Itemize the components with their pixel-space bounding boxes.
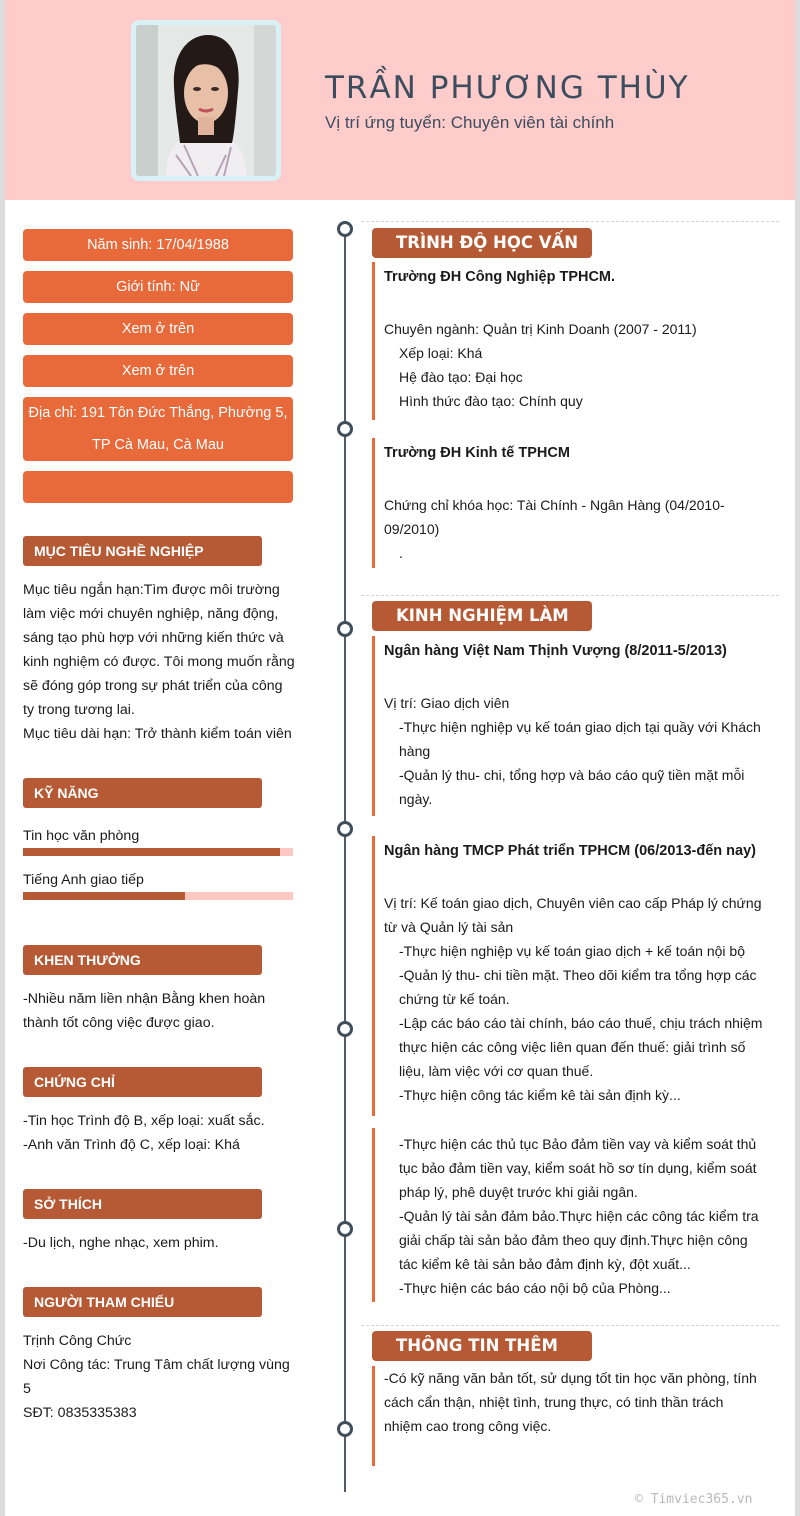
additional-info-title: THÔNG TIN THÊM [372,1331,592,1361]
job-duty: liệu, làm việc với cơ quan thuế. [399,1063,594,1079]
reference-line: Trịnh Công Chức [23,1333,132,1349]
objective-title: MỤC TIÊU NGHỀ NGHIỆP [23,536,262,566]
education-detail: Hình thức đào tạo: Chính quy [399,393,583,409]
job-duty: -Thực hiện nghiệp vụ kế toán giao dịch + kế toán nội bộ [399,943,745,959]
school-name: Trường ĐH Kinh tế TPHCM [384,445,570,461]
school-name: Trường ĐH Công Nghiệp TPHCM. [384,269,616,285]
job-duty: thực hiện các công việc liên quan đến thuế: giải trình số [399,1039,746,1055]
watermark: © Timviec365.vn [635,1492,753,1507]
birth-date: Năm sinh: 17/04/1988 [87,237,229,253]
job-role: Vị trí: Giao dịch viên [384,695,510,711]
award-line: thành tốt công việc được giao. [23,1015,215,1031]
timeline-dot [337,421,353,437]
portrait-image [136,25,276,176]
job-duty: pháp lý, phê duyệt trước khi giải ngân. [399,1184,638,1200]
address-box [23,397,293,461]
address-line: TP Cà Mau, Cà Mau [92,437,224,453]
job-duty: hàng [399,743,431,759]
gender-box [23,271,293,303]
birth-date-box [23,229,293,261]
skill-bar [23,892,293,900]
skill-bar [23,848,293,856]
job-duty: -Quản lý thu- chi, tổng hợp và báo cáo quỹ tiền mặt mỗi [399,767,745,783]
objective-line: ty trong tương lai. [23,702,135,718]
section-divider [361,221,779,222]
entry-accent-bar [372,1128,375,1302]
job-role: Vị trí: Kế toán giao dịch, Chuyên viên cao cấp Pháp lý chứng [384,895,762,911]
company-name: Ngân hàng TMCP Phát triển TPHCM (06/2013-đến nay) [384,843,756,859]
section-divider [361,1325,779,1326]
experience-title: KINH NGHIỆM LÀM [372,601,592,631]
education-details [384,317,769,413]
additional-info-text [384,1366,769,1438]
awards-text [23,987,298,1035]
education-title: TRÌNH ĐỘ HỌC VẤN [372,228,592,258]
education-detail: Hệ đào tạo: Đại học [399,369,523,385]
cv-header [5,0,795,200]
job-duty: tục bảo đảm tiền vay, kiểm soát hồ sơ tín dụng, kiểm soát [399,1160,757,1176]
timeline-dot [337,1021,353,1037]
timeline-dot [337,1421,353,1437]
job-details-continued [384,1132,769,1300]
job-details [384,891,769,1107]
phone: Xem ở trên [121,321,195,337]
objective-line: kinh nghiệm có được. Tôi mong muốn rằng [23,654,295,670]
education-details [384,493,769,565]
entry-accent-bar [372,636,375,816]
skill-name: Tiếng Anh giao tiếp [23,872,144,888]
email: Xem ở trên [121,363,195,379]
additional-line: -Có kỹ năng văn bản tốt, sử dụng tốt tin học văn phòng, tính [384,1370,757,1386]
education-detail: . [399,545,403,561]
certificates-title: CHỨNG CHỈ [23,1067,262,1097]
skills-title: KỸ NĂNG [23,778,262,808]
cv-page [5,0,795,1516]
certificate-line: -Tin học Trình độ B, xếp loại: xuất sắc. [23,1113,265,1129]
section-divider [361,595,779,596]
timeline-dot [337,1221,353,1237]
objective-line: Mục tiêu ngắn hạn:Tìm được môi trường [23,582,280,598]
job-duty: -Thực hiện nghiệp vụ kế toán giao dịch tại quầy với Khách [399,719,761,735]
profile-photo [131,20,281,181]
timeline-dot [337,821,353,837]
job-details [384,691,769,811]
job-duty: -Thực hiện các báo cáo nội bộ của Phòng... [399,1280,671,1296]
awards-title: KHEN THƯỞNG [23,945,262,975]
reference-line: SĐT: 0835335383 [23,1405,137,1421]
address-line: Địa chỉ: 191 Tôn Đức Thắng, Phường 5, [28,405,288,421]
additional-line: nhiệm cao trong công việc. [384,1418,552,1434]
objective-line: làm việc mới chuyên nghiệp, năng động, [23,606,279,622]
skill-bar-fill [23,892,185,900]
education-detail: Xếp loại: Khá [399,345,483,361]
applied-position: Vị trí ứng tuyển: Chuyên viên tài chính [325,113,615,132]
skill-name: Tin học văn phòng [23,828,140,844]
reference-line: Nơi Công tác: Trung Tâm chất lượng vùng 5 [23,1357,290,1397]
major: Chuyên ngành: Quản trị Kinh Doanh (2007 - 2011) [384,321,697,337]
job-duty: -Quản lý thu- chi tiền mặt. Theo dõi kiểm tra tổng hợp các [399,967,757,983]
certificates-text [23,1109,298,1157]
job-duty: ngày. [399,791,433,807]
gender: Giới tính: Nữ [116,279,200,295]
job-duty: giải chấp tài sản bảo đảm theo quy định.Thực hiện công [399,1232,748,1248]
job-role: từ và Quản lý tài sản [384,919,514,935]
phone-box [23,313,293,345]
hobbies-text [23,1231,298,1255]
hobby-line: -Du lịch, nghe nhạc, xem phim. [23,1235,219,1251]
entry-accent-bar [372,438,375,568]
additional-line: cách cẩn thận, nhiệt tình, trung thực, có tinh thần trách [384,1394,724,1410]
award-line: -Nhiều năm liền nhận Bằng khen hoàn [23,991,266,1007]
timeline-dot [337,621,353,637]
objective-line: sẽ đóng góp trong sự phát triển của công [23,678,283,694]
entry-accent-bar [372,262,375,420]
entry-accent-bar [372,1366,375,1466]
job-duty: -Thực hiện công tác kiểm kê tài sản định kỳ... [399,1087,681,1103]
job-duty: -Quản lý tài sản đảm bảo.Thực hiện các công tác kiểm tra [399,1208,759,1224]
email-box [23,355,293,387]
company-name: Ngân hàng Việt Nam Thịnh Vượng (8/2011-5/2013) [384,643,727,659]
certificate-line: -Anh văn Trình độ C, xếp loại: Khá [23,1137,240,1153]
objective-text [23,578,298,746]
timeline-dot [337,221,353,237]
course-line: Chứng chỉ khóa học: Tài Chính - Ngân Hàng (04/2010- [384,497,725,513]
skill-bar-fill [23,848,280,856]
job-duty: tác kiểm kê tài sản bảo đảm định kỳ, đột xuất... [399,1256,691,1272]
hobbies-title: SỞ THÍCH [23,1189,262,1219]
timeline-line [344,230,346,1492]
course-line: 09/2010) [384,521,440,537]
objective-line: sáng tạo phù hợp với những kiến thức và [23,630,284,646]
objective-line: Mục tiêu dài hạn: Trở thành kiểm toán viên [23,726,292,742]
references-text [23,1329,298,1425]
references-title: NGƯỜI THAM CHIẾU [23,1287,262,1317]
empty-info-box [23,471,293,503]
job-duty: chứng từ kế toán. [399,991,510,1007]
candidate-name: TRẦN PHƯƠNG THÙY [325,70,690,106]
entry-accent-bar [372,836,375,1116]
job-duty: -Lập các báo cáo tài chính, báo cáo thuế, chịu trách nhiệm [399,1015,763,1031]
job-duty: -Thực hiện các thủ tục Bảo đảm tiền vay và kiểm soát thủ [399,1136,757,1152]
